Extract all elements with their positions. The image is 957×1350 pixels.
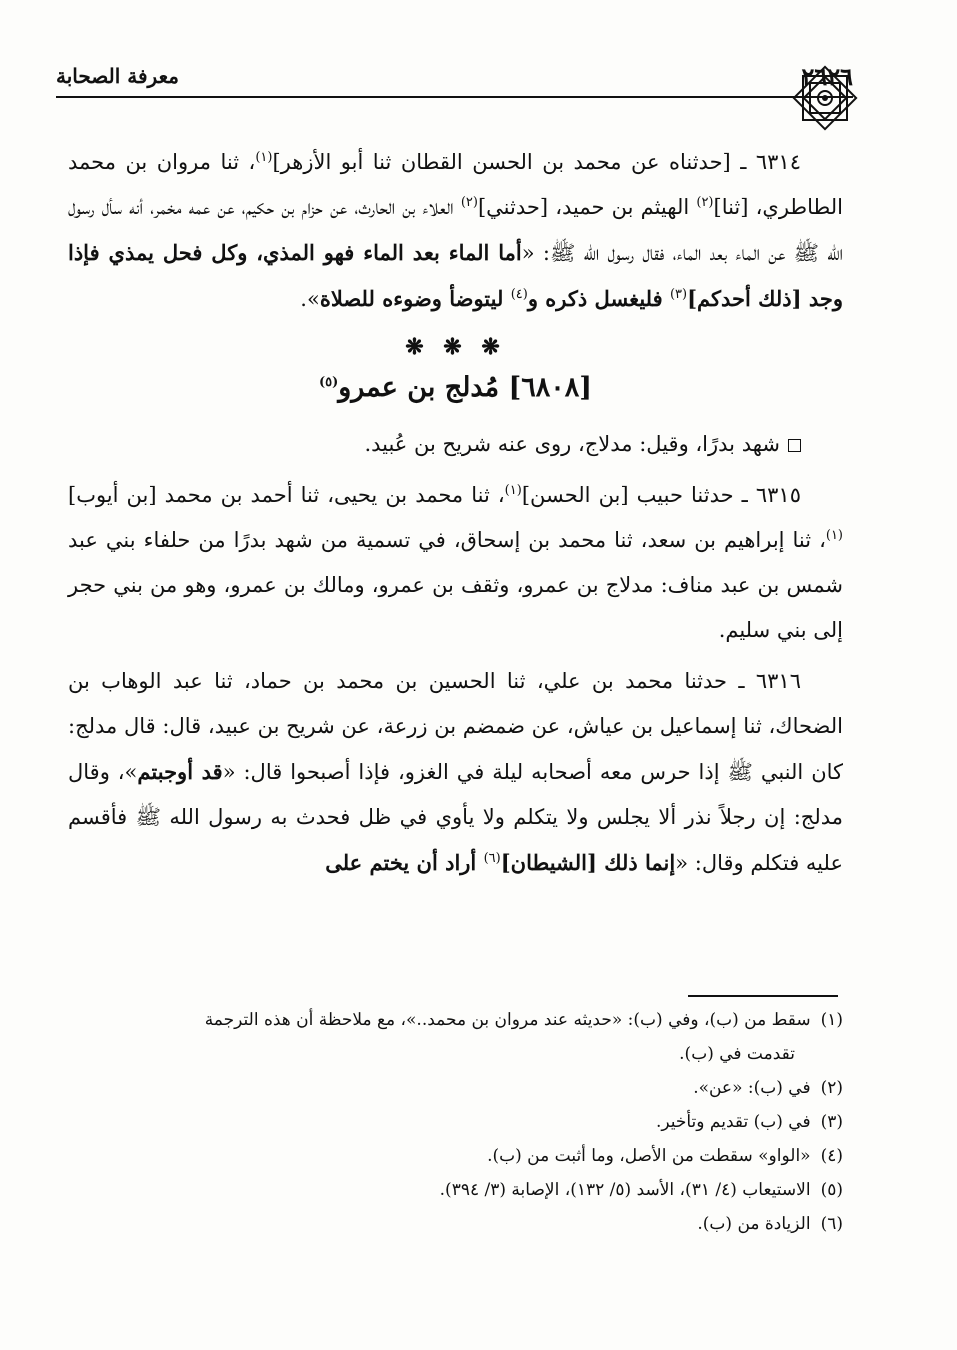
footnote-divider [688, 995, 838, 997]
footnote-ref[interactable]: (١) [504, 483, 522, 498]
footnote-ref[interactable]: (٣) [669, 287, 688, 302]
footnote-ref[interactable]: (١) [825, 528, 843, 543]
footnote-ref[interactable]: (٢) [460, 195, 478, 210]
hadith-text: الهيثم بن حميد، [حدثني] [477, 195, 697, 219]
hadith-text: »، وقال مدلج: إن رجلاً نذر ألا يجلس ولا يتكلم ولا يأوي في ظل فحدث به رسول الله ﷺ فأقسم عليه فتكلم وقال: « [68, 760, 843, 875]
hadith-text: ٦٣١٦ ـ حدثنا محمد بن علي، ثنا الحسين بن محمد بن حماد، ثنا عبد الوهاب بن الضحاك، ثنا إسماعيل بن عياش، عن ضمضم بن زرعة، عن شريح بن عبيد، قال: قال مدلج: كان النبي ﷺ إذا حرس معه أصحابه ليلة في الغزو، فإذا أصبحوا قال: « [68, 669, 844, 784]
square-bullet-icon [788, 439, 801, 452]
footnote-5 [68, 1173, 843, 1207]
footnote-text: «الواو» سقطت من الأصل، وما أثبت من (ب). [487, 1146, 811, 1166]
footnote-ref[interactable]: (٥) [318, 375, 339, 390]
hadith-text: ، ثنا محمد بن يحيى، ثنا أحمد بن محمد [بن أيوب] [68, 483, 505, 507]
footnote-text: الزيادة من (ب). [697, 1214, 811, 1234]
footnote-text: الاستيعاب (٤/ ٣١)، الأسد (٥/ ١٣٢)، الإصابة (٣/ ٣٩٤). [439, 1180, 811, 1200]
hadith-text: ، ثنا مروان بن محمد الطاطري، [ثنا] [68, 150, 844, 219]
footnote-text: في (ب) تقديم وتأخير. [655, 1112, 811, 1132]
footnote-number: (١) [820, 1010, 843, 1030]
footnote-ref[interactable]: (٤) [510, 287, 528, 302]
prophetic-saying: إنما ذلك [الشيطان] [500, 850, 676, 875]
prophetic-saying: أراد أن يختم على [325, 850, 484, 875]
footnote-4 [68, 1139, 843, 1173]
footnote-1 [68, 1003, 843, 1037]
footnote-ref[interactable]: (٦) [483, 851, 501, 866]
footnote-6 [68, 1207, 843, 1241]
hadith-text: ، ثنا إبراهيم بن سعد، ثنا محمد بن إسحاق، في تسمية من شهد بدرًا من حلفاء بني عبد شمس بن عبد مناف: مدلاج بن عمرو، وثقف بن عمرو، ومالك بن عمرو، وهو من بني حجر إلى بني سليم. [68, 528, 843, 642]
prophetic-saying: فليغسل ذكره و [527, 286, 670, 311]
entry-heading [68, 368, 843, 408]
prophetic-saying: ليتوضأ وضوءه للصلاة [319, 286, 511, 311]
page-number: ٢٦٢٦ [801, 62, 853, 91]
octagram-ornament-icon [790, 63, 860, 133]
footnote-1-continuation: تقدمت في (ب). [679, 1044, 795, 1064]
hadith-text: ٦٣١٤ ـ [حدثناه عن محمد بن الحسن القطان ثنا أبو الأزهر] [272, 150, 801, 174]
entry-title: [٦٨٠٨] مُدلج بن عمرو [338, 372, 593, 403]
hadith-text: ٦٣١٥ ـ حدثنا حبيب [بن الحسن] [521, 483, 801, 507]
running-header [56, 62, 853, 98]
hadith-text: ». [300, 287, 320, 311]
section-separator: ❋ ❋ ❋ [405, 334, 506, 360]
footnote-number: (٢) [820, 1078, 843, 1098]
prophetic-saying: أما الماء بعد الماء فهو المذي، وكل فحل يمذي فإذا وجد [ذلك أحدكم] [68, 240, 843, 311]
footnote-3 [68, 1105, 843, 1139]
hadith-6314 [68, 140, 843, 322]
hadith-6315 [68, 473, 843, 653]
prophetic-saying: قد أوجبتم [137, 759, 223, 784]
book-title: معرفة الصحابة [56, 64, 179, 88]
footnote-text: سقط من (ب)، وفي (ب): «حديثه عند مروان بن محمد..»، مع ملاحظة أن هذه الترجمة [204, 1010, 811, 1030]
intro-text: شهد بدرًا، وقيل: مدلاج، روى عنه شريح بن عُبيد. [364, 432, 780, 456]
footnote-number: (٦) [820, 1214, 843, 1234]
main-text [68, 140, 843, 886]
footnote-number: (٥) [820, 1180, 843, 1200]
footnotes [68, 1003, 843, 1241]
hadith-text: العلاء بن الحارث، عن حزام بن حكيم، عن عمه مخمر، أنه سأل رسول الله ﷺ عن الماء بعد الماء، فقال رسول الله ﷺ: « [68, 195, 843, 265]
entry-intro [68, 422, 843, 467]
footnote-text: في (ب): «عن». [693, 1078, 811, 1098]
hadith-6316 [68, 659, 843, 886]
footnote-number: (٤) [820, 1146, 843, 1166]
footnote-2 [68, 1071, 843, 1105]
footnote-ref[interactable]: (٢) [696, 195, 714, 210]
footnote-ref[interactable]: (١) [255, 150, 273, 165]
footnote-number: (٣) [820, 1112, 843, 1132]
